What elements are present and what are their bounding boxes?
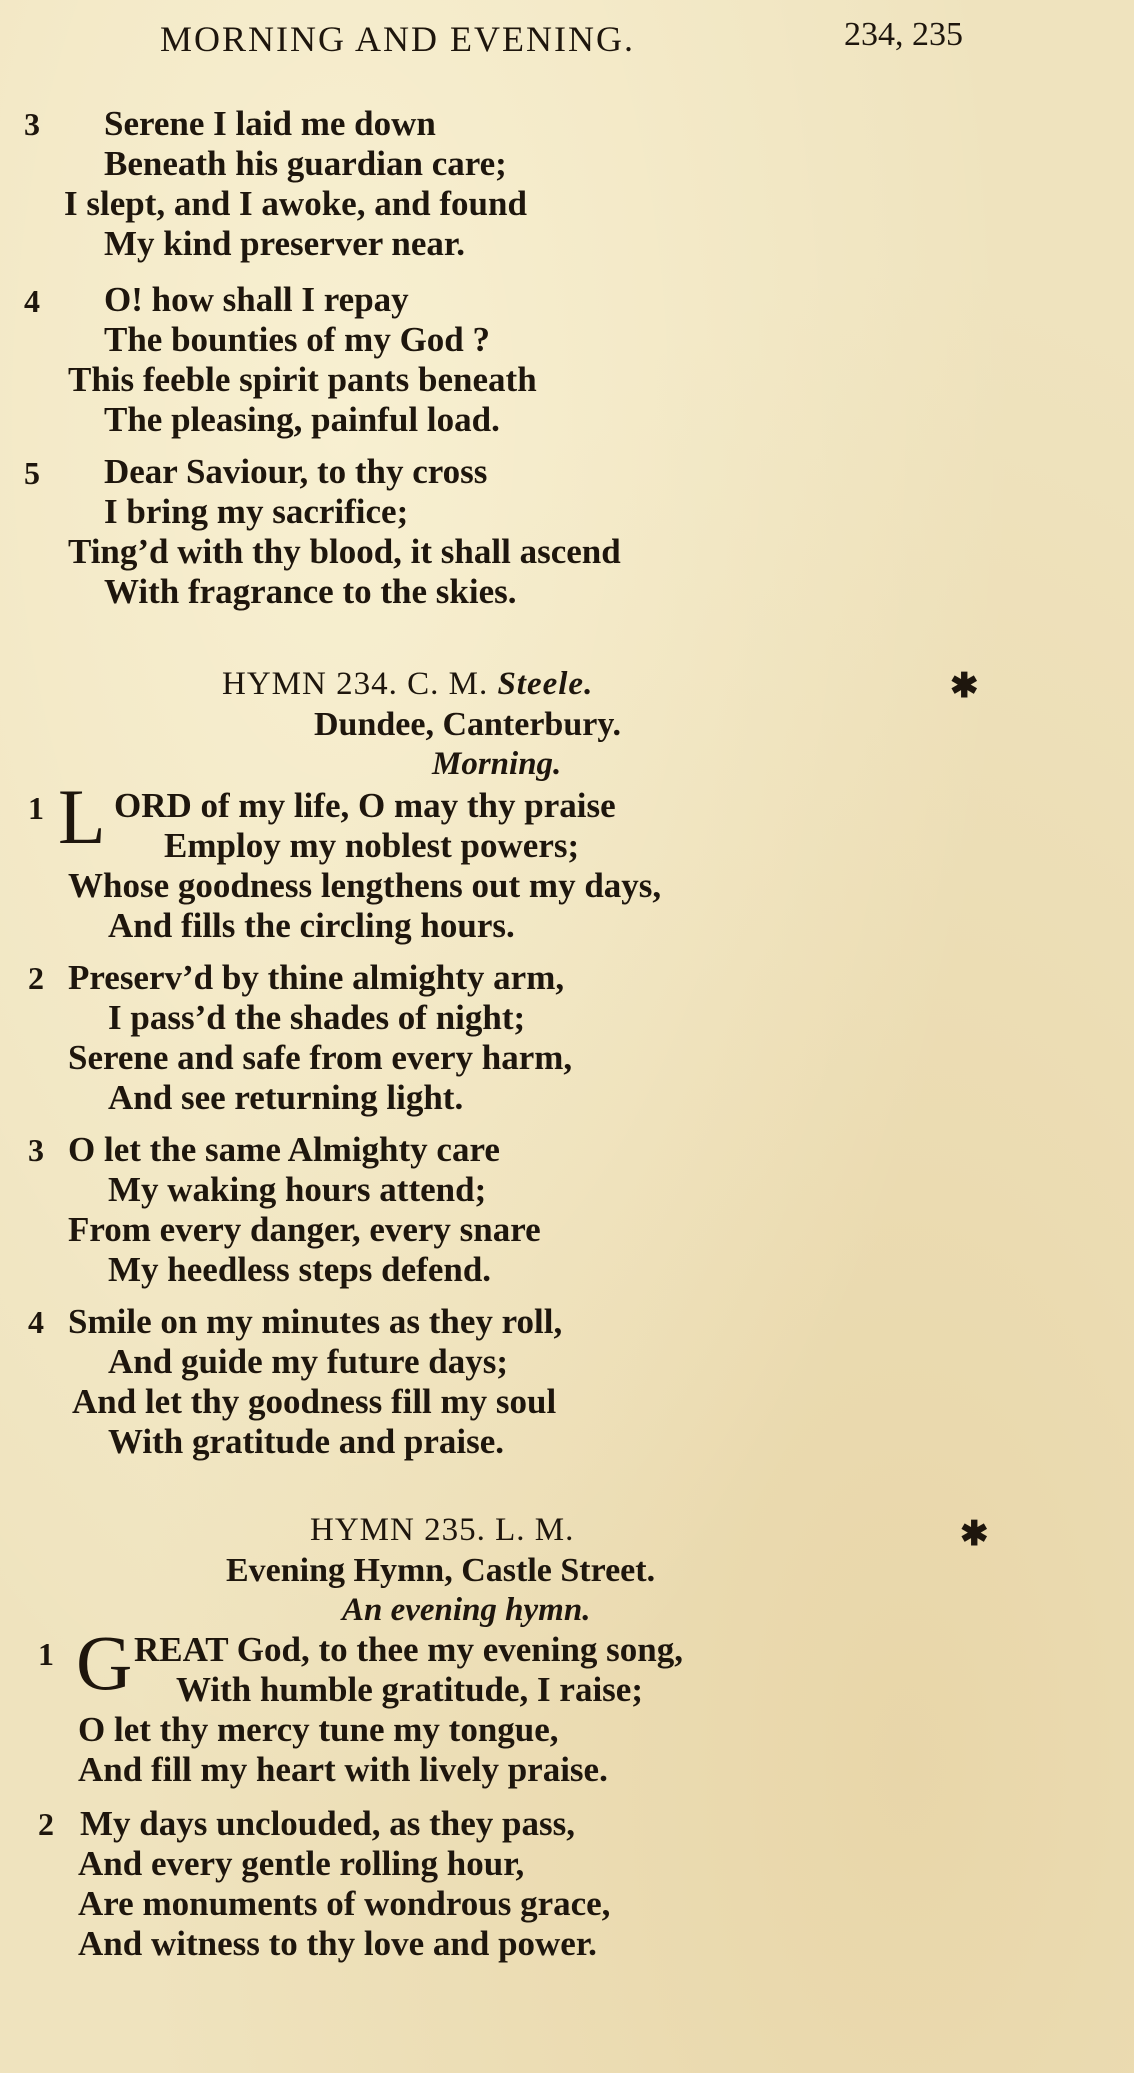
verse-line: Smile on my minutes as they roll, — [68, 1302, 563, 1341]
verse-line: Ting’d with thy blood, it shall ascend — [68, 532, 621, 571]
verse-line: And fills the circling hours. — [108, 906, 515, 945]
ornament-icon: ✱ — [950, 666, 979, 706]
verse-number: 2 — [28, 960, 44, 996]
verse-line: My kind preserver near. — [104, 224, 466, 263]
verse-line: I bring my sacrifice; — [104, 492, 409, 531]
verse-line: My heedless steps defend. — [108, 1250, 492, 1289]
verse-line: Are monuments of wondrous grace, — [78, 1884, 611, 1923]
verse-line: And witness to thy love and power. — [78, 1924, 597, 1963]
verse-line: REAT God, to thee my evening song, — [134, 1630, 684, 1669]
verse-line: And let thy goodness fill my soul — [72, 1382, 557, 1421]
tune-names: Dundee, Canterbury. — [314, 706, 621, 743]
hymn-number-meter: HYMN 234. C. M. — [222, 666, 489, 702]
verse-line: My days unclouded, as they pass, — [80, 1804, 575, 1843]
verse-line: Beneath his guardian care; — [104, 144, 507, 183]
verse-line: And fill my heart with lively praise. — [78, 1750, 608, 1789]
verse-line: With gratitude and praise. — [108, 1422, 505, 1461]
drop-cap: L — [58, 773, 106, 860]
verse-line: With humble gratitude, I raise; — [176, 1670, 643, 1709]
hymn-heading: HYMN 235. L. M. — [310, 1512, 575, 1548]
page-numbers: 234, 235 — [844, 16, 963, 53]
verse-number: 1 — [38, 1636, 54, 1672]
verse-line: And see returning light. — [108, 1078, 464, 1117]
verse-line: O let the same Almighty care — [68, 1130, 500, 1169]
verse-number: 2 — [38, 1806, 54, 1842]
verse-line: This feeble spirit pants beneath — [68, 360, 537, 399]
verse-line: O! how shall I repay — [104, 280, 409, 319]
verse-line: O let thy mercy tune my tongue, — [78, 1710, 559, 1749]
verse-number: 3 — [28, 1132, 44, 1168]
verse-line: ORD of my life, O may thy praise — [114, 786, 616, 825]
hymn-heading — [222, 666, 593, 703]
verse-line: The bounties of my God ? — [104, 320, 491, 359]
ornament-icon: ✱ — [960, 1514, 989, 1554]
verse-line: With fragrance to the skies. — [104, 572, 517, 611]
verse-line: I slept, and I awoke, and found — [64, 184, 527, 223]
running-head: MORNING AND EVENING. — [160, 19, 635, 59]
verse-line: Serene I laid me down — [104, 104, 436, 143]
hymn-author: Steele. — [497, 666, 594, 702]
verse-number: 4 — [28, 1304, 44, 1340]
verse-line: Preserv’d by thine almighty arm, — [68, 958, 565, 997]
verse-line: And guide my future days; — [108, 1342, 508, 1381]
verse-line: Employ my noblest powers; — [164, 826, 580, 865]
verse-line: Whose goodness lengthens out my days, — [68, 866, 662, 905]
verse-line: Serene and safe from every harm, — [68, 1038, 573, 1077]
verse-line: And every gentle rolling hour, — [78, 1844, 525, 1883]
verse-line: Dear Saviour, to thy cross — [104, 452, 488, 491]
verse-number: 3 — [24, 106, 40, 142]
verse-number: 5 — [24, 455, 40, 491]
verse-number: 4 — [24, 283, 40, 319]
verse-line: I pass’d the shades of night; — [108, 998, 526, 1037]
verse-line: The pleasing, painful load. — [104, 400, 500, 439]
hymn-subject: An evening hymn. — [342, 1592, 591, 1628]
verse-line: My waking hours attend; — [108, 1170, 487, 1209]
hymn-subject: Morning. — [432, 746, 562, 782]
verse-number: 1 — [28, 790, 44, 826]
drop-cap: G — [76, 1619, 133, 1706]
tune-names: Evening Hymn, Castle Street. — [226, 1552, 656, 1589]
verse-line: From every danger, every snare — [68, 1210, 541, 1249]
